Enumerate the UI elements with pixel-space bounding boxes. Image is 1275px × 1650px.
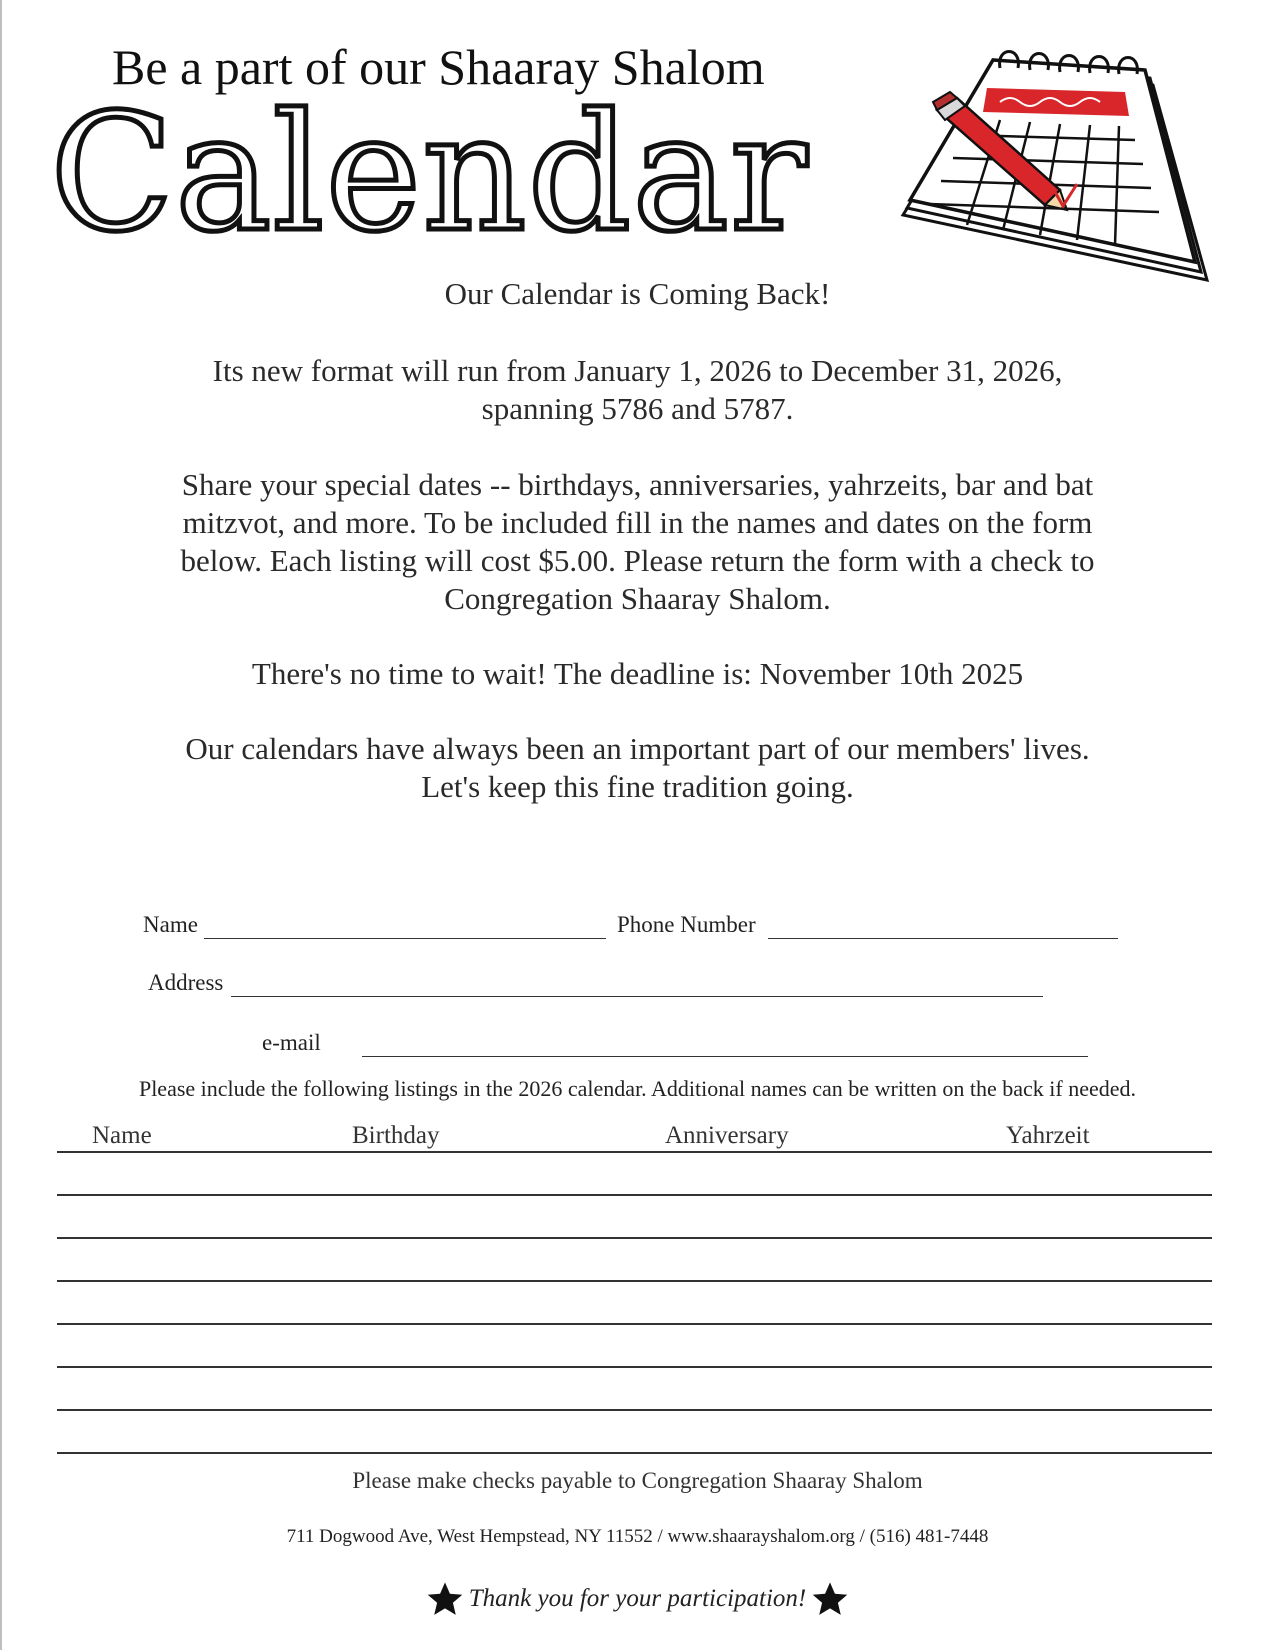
tradition-line-2: Let's keep this fine tradition going. — [421, 769, 854, 804]
address-field[interactable] — [231, 996, 1043, 997]
listing-row[interactable] — [57, 1323, 1212, 1325]
phone-field[interactable] — [768, 938, 1118, 939]
page-border — [0, 0, 2, 1650]
deadline-text: There's no time to wait! The deadline is: November 10th 2025 — [251, 656, 1024, 691]
thanks-line — [0, 1580, 1275, 1618]
phone-label: Phone Number — [617, 912, 756, 937]
sub-heading: Our Calendar is Coming Back! — [444, 276, 831, 311]
star-icon — [811, 1580, 849, 1618]
listing-row[interactable] — [57, 1280, 1212, 1282]
page-title: Calendar — [50, 80, 809, 268]
name-field[interactable] — [204, 938, 606, 939]
header-rule — [57, 1151, 1212, 1153]
format-line-1: Its new format will run from January 1, 2026 to December 31, 2026, — [212, 353, 1063, 388]
star-icon — [426, 1580, 464, 1618]
column-header-birthday: Birthday — [352, 1122, 440, 1149]
listing-row[interactable] — [57, 1366, 1212, 1368]
share-line-1: Share your special dates -- birthdays, anniversaries, yahrzeits, bar and bat — [181, 467, 1094, 502]
share-line-2: mitzvot, and more. To be included fill in the names and dates on the form — [182, 505, 1093, 540]
listing-row[interactable] — [57, 1409, 1212, 1411]
email-field[interactable] — [362, 1056, 1088, 1057]
tradition-line-1: Our calendars have always been an important part of our members' lives. — [185, 731, 1090, 766]
tagline: Be a part of our Shaaray Shalom — [112, 39, 765, 95]
address-label: Address — [148, 970, 224, 995]
listing-row[interactable] — [57, 1452, 1212, 1454]
email-label: e-mail — [262, 1030, 321, 1055]
thank-you-text: Thank you for your participation! — [468, 1585, 807, 1612]
column-header-anniversary: Anniversary — [665, 1122, 789, 1149]
column-header-yahrzeit: Yahrzeit — [1006, 1122, 1090, 1149]
listing-row[interactable] — [57, 1194, 1212, 1196]
contact-info: 711 Dogwood Ave, West Hempstead, NY 11552 / www.shaarayshalom.org / (516) 481-7448 — [286, 1526, 989, 1547]
checks-payable-note: Please make checks payable to Congregation Shaaray Shalom — [352, 1468, 923, 1493]
share-line-4: Congregation Shaaray Shalom. — [444, 581, 831, 616]
listing-instructions: Please include the following listings in the 2026 calendar. Additional names can be written on the back if needed. — [138, 1076, 1137, 1101]
share-paragraph — [0, 466, 1275, 618]
calendar-with-pencil-icon — [895, 40, 1225, 300]
listing-row[interactable] — [57, 1237, 1212, 1239]
column-header-name: Name — [92, 1122, 152, 1149]
name-label: Name — [143, 912, 198, 937]
format-paragraph — [0, 352, 1275, 428]
format-line-2: spanning 5786 and 5787. — [481, 391, 794, 426]
share-line-3: below. Each listing will cost $5.00. Please return the form with a check to — [180, 543, 1095, 578]
tradition-paragraph — [0, 730, 1275, 806]
